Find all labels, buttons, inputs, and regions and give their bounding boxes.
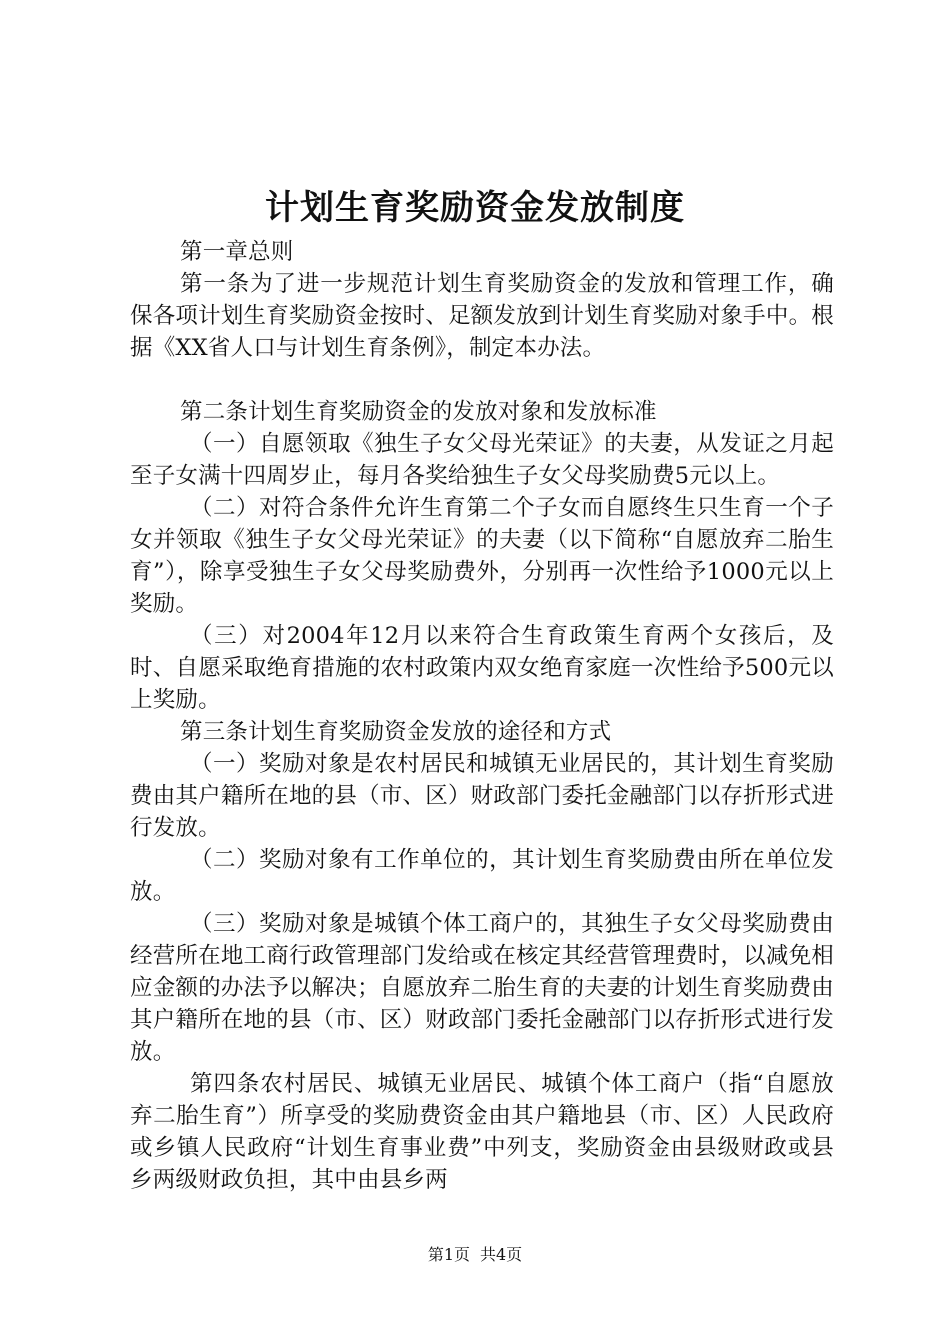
article-2-heading: 第二条计划生育奖励资金的发放对象和发放标准 <box>180 399 657 425</box>
page-footer <box>0 1244 950 1266</box>
page-number: 第1页 <box>427 1245 470 1264</box>
article-2-item-1: （一）自愿领取《独生子女父母光荣证》的夫妻，从发证之月起至子女满十四周岁止，每月各奖给独生子女父母奖励费5元以上。 <box>130 431 834 489</box>
document-body <box>130 236 834 1196</box>
article-4: 第四条农村居民、城镇无业居民、城镇个体工商户（指“自愿放弃二胎生育”）所享受的奖励费资金由其户籍地县（市、区）人民政府或乡镇人民政府“计划生育事业费”中列支，奖励资金由县级财政或县乡两级财政负担，其中由县乡两 <box>130 1071 834 1193</box>
article-1: 第一条为了进一步规范计划生育奖励资金的发放和管理工作，确保各项计划生育奖励资金按时、足额发放到计划生育奖励对象手中。根据《XX省人口与计划生育条例》，制定本办法。 <box>130 271 834 361</box>
article-3-item-2: （二）奖励对象有工作单位的，其计划生育奖励费由所在单位发放。 <box>130 847 834 905</box>
article-3-heading: 第三条计划生育奖励资金发放的途径和方式 <box>180 719 612 745</box>
chapter-heading: 第一章总则 <box>180 239 294 265</box>
article-2-item-2: （二）对符合条件允许生育第二个子女而自愿终生只生育一个子女并领取《独生子女父母光荣证》的夫妻（以下简称“自愿放弃二胎生育”），除享受独生子女父母奖励费外，分别再一次性给予1000元以上奖励。 <box>130 495 834 617</box>
document-title: 计划生育奖励资金发放制度 <box>265 188 685 228</box>
article-3-item-3: （三）奖励对象是城镇个体工商户的，其独生子女父母奖励费由经营所在地工商行政管理部门发给或在核定其经营管理费时，以减免相应金额的办法予以解决；自愿放弃二胎生育的夫妻的计划生育奖励费由其户籍所在地的县（市、区）财政部门委托金融部门以存折形式进行发放。 <box>130 911 834 1065</box>
article-2-item-3: （三）对2004年12月以来符合生育政策生育两个女孩后，及时、自愿采取绝育措施的农村政策内双女绝育家庭一次性给予500元以上奖励。 <box>130 623 834 713</box>
page-total: 共4页 <box>480 1245 523 1264</box>
article-3-item-1: （一）奖励对象是农村居民和城镇无业居民的，其计划生育奖励费由其户籍所在地的县（市、区）财政部门委托金融部门以存折形式进行发放。 <box>130 751 834 841</box>
